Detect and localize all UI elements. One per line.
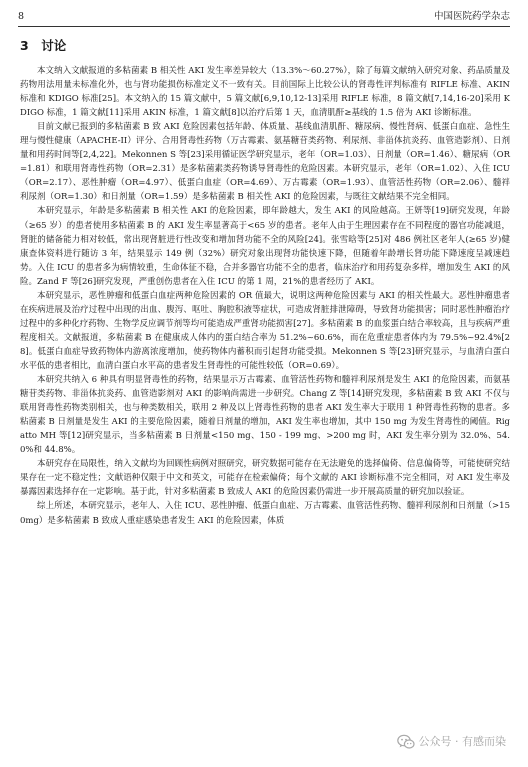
paragraph-5: 本研究共纳入 6 种具有明显肾毒性的药物，结果显示万古霉素、血管活性药物和髓袢利尿剂是发生 AKI 的危险因素，而氨基糖苷类药物、非甾体抗炎药、血管造影剂对 AKI 的影响尚需进一步研究。Chang Z 等[14]研究发现，多粘菌素 B 致 AKI 不仅与联用肾毒性药物类别相关，也与种类数相关，联用 2 种及以上肾毒性药物的患者 AKI 发生率大于联用 1 种肾毒性药物的患者。多粘菌素 B 日剂量是发生 AKI 的主要危险因素，随着日剂量的增加，AKI 发生率也增加，其中 150 mg 为发生肾毒性的阈值。Rigatto MH 等[12]研究显示，当多粘菌素 B 日剂量<150 mg、150 - 199 mg、>200 mg 时，AKI 发生率分别为 32.0%、54.0%和 44.8%。 bbox=[20, 375, 510, 456]
running-head bbox=[18, 10, 510, 24]
section-title: 3 讨论 bbox=[20, 38, 67, 53]
paragraph-1: 本文纳入文献报道的多粘菌素 B 相关性 AKI 发生率差异较大（13.3%～60.27%），除了每篇文献纳入研究对象、药品质量及药物用法用量未标准化外，也与肾功能损伤标准定义不一致有关。目前国际上比较公认的肾毒性评判标准有 RIFLE 标准、AKIN 标准和 KDIGO 标准[25]。本文纳入的 15 篇文献中，5 篇文献[6,9,10,12-13]采用 RIFLE 标准，8 篇文献[7,14,16-20]采用 KDIGO 标准，1 篇文献[11]采用 AKIN 标准，1 篇文献[8]以治疗后第 1 天，血清肌酐≥基线的 1.5 倍为 AKI 诊断标准。 bbox=[20, 66, 510, 119]
watermark bbox=[397, 733, 507, 751]
wechat-icon bbox=[397, 734, 415, 750]
paragraph-2: 目前文献已报到的多粘菌素 B 致 AKI 危险因素包括年龄、体质量、基线血清肌酐、糖尿病、慢性肾病、低蛋白血症、急性生理与慢性健康（APACHE-II）评分、合用肾毒性药物（万古霉素、氨基糖苷类药物、利尿剂、非甾体抗炎药、血管造影剂）、日剂量和用药时间等[2,4,22]。Mekonnen S 等[23]采用循证医学研究显示，老年（OR=1.03）、日剂量（OR=1.46）、糖尿病（OR=1.81）和联用肾毒性药物（OR=2.31）是多粘菌素类药物诱导肾毒性的危险因素。本研究显示，老年（OR=1.02）、入住 ICU（OR=2.17）、恶性肿瘤（OR=4.97）、低蛋白血症（OR=4.69）、万古霉素（OR=1.93）、血管活性药物（OR=2.06）、髓袢利尿剂（OR=1.30）和日剂量（OR=1.59）是多粘菌素 B 相关性 AKI 的危险因素，与既往文献结果不完全相同。 bbox=[20, 122, 510, 203]
paragraph-3: 本研究显示，年龄是多粘菌素 B 相关性 AKI 的危险因素，即年龄越大，发生 AKI 的风险越高。王妍等[19]研究发现，年龄（≥65 岁）的患者使用多粘菌素 B 的 AKI 发生率显著高于<65 岁的患者。老年人由于生理因素存在不同程度的器官功能减退，肾脏的储备能力相对较低，常出现肾脏进行性改变和增加肾功能不全的风险[24]。张雪晗等[25]对 486 例社区老年人(≥65 岁)健康查体资料进行随访 3 年，结果显示 149 例（32%）研究对象出现肾功能快速下降，但随着年龄增长肾功能下降速度呈减速趋势。入住 ICU 的患者多为病情较重，生命体征不稳，合并多器官功能不全的患者，临床治疗和用药复杂多样，增加发生 AKI 的风险。Zand F 等[26]研究发现，严重创伤患者在入住 ICU 的第 1 周，21%的患者经历了 AKI。 bbox=[20, 206, 510, 287]
paragraph-4: 本研究显示，恶性肿瘤和低蛋白血症两种危险因素的 OR 值最大，说明这两种危险因素与 AKI 的相关性最大。恶性肿瘤患者在疾病进展及治疗过程中出现的出血、腹泻、呕吐、胸腔积液等症状，可造成肾脏排泄障碍，导致肾功能损害；同时恶性肿瘤治疗过程中的多种化疗药物、生物学反应调节剂等均可能造成严重肾功能损害[27]。多粘菌素 B 的血浆蛋白结合率较高，且与疾病严重程度相关。文献报道，多粘菌素 B 在健康成人体内的蛋白结合率为 51.2%~60.6%，而在危重症患者体内为 79.5%~92.4%[28]。低蛋白血症导致药物体内游离浓度增加，使药物体内蓄积而引起肾功能受损。Mekonnen S 等[23]研究显示，与血清白蛋白水平低的患者相比，血清白蛋白水平高的患者发生肾毒性的可能性较低（OR=0.69）。 bbox=[20, 290, 510, 371]
header-rule bbox=[18, 26, 510, 27]
paragraph-7: 综上所述，本研究显示，老年人、入住 ICU、恶性肿瘤、低蛋白血症、万古霉素、血管活性药物、髓袢利尿剂和日剂量（>150mg）是多粘菌素 B 致成人重症感染患者发生 AKI 的危险因素，体质 bbox=[20, 501, 510, 526]
discussion-body bbox=[20, 64, 510, 528]
page-number: 8 bbox=[18, 11, 25, 22]
watermark-text: 公众号 · 有感而染 bbox=[418, 735, 506, 748]
paragraph-6: 本研究存在局限性，纳入文献均为回顾性病例对照研究，研究数据可能存在无法避免的选择偏倚、信息偏倚等，可能使研究结果存在一定不稳定性；文献语种仅限于中文和英文，可能存在检索偏倚；每个文献的 AKI 诊断标准不完全相同，对 AKI 发生率及暴露因素选择存在一定影响。基于此，针对多粘菌素 B 致成人 AKI 的危险因素仍需进一步开展高质量的研究加以验证。 bbox=[20, 459, 510, 498]
journal-title: 中国医院药学杂志 bbox=[433, 11, 510, 22]
